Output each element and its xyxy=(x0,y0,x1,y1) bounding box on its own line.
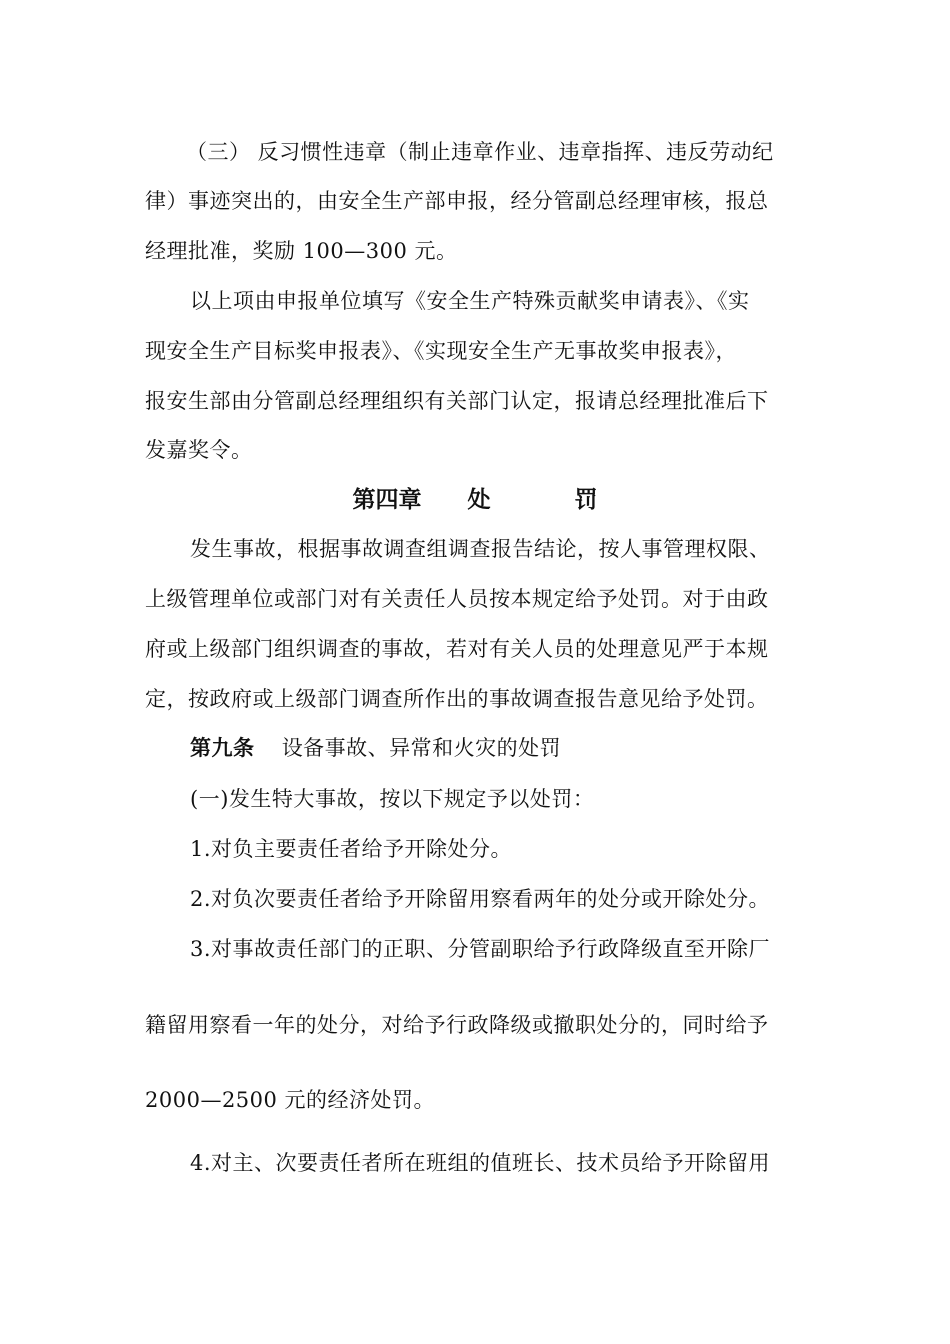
rule-3-line-2: 籍留用察看一年的处分，对给予行政降级或撤职处分的，同时给予 xyxy=(145,1013,769,1037)
rule-3-line-1: 3.对事故责任部门的正职、分管副职给予行政降级直至开除厂 xyxy=(190,937,771,961)
rule-2: 2.对负次要责任者给予开除留用察看两年的处分或开除处分。 xyxy=(190,887,771,911)
section-c-line-1: （三） 反习惯性违章（制止违章作业、违章指挥、违反劳动纪 xyxy=(186,140,774,164)
approval-line-3: 报安生部由分管副总经理组织有关部门认定，报请总经理批准后下 xyxy=(145,389,769,413)
intro-line-3: 府或上级部门组织调查的事故，若对有关人员的处理意见严于本规 xyxy=(145,637,769,661)
intro-line-4: 定，按政府或上级部门调查所作出的事故调查报告意见给予处罚。 xyxy=(145,687,769,711)
section-c-line-2: 律）事迹突出的，由安全生产部申报，经分管副总经理审核，报总 xyxy=(145,189,769,213)
chapter-title-part2: 罚 xyxy=(574,486,598,513)
chapter-heading xyxy=(0,486,950,514)
article-9-title: 设备事故、异常和火灾的处罚 xyxy=(281,736,562,760)
chapter-title-part1: 处 xyxy=(467,486,491,513)
intro-line-2: 上级管理单位或部门对有关责任人员按本规定给予处罚。对于由政 xyxy=(145,587,769,611)
article-9-number: 第九条 xyxy=(190,735,255,760)
rule-3-line-3: 2000—2500 元的经济处罚。 xyxy=(145,1088,436,1112)
approval-line-2: 现安全生产目标奖申报表》、《实现安全生产无事故奖申报表》， xyxy=(145,339,737,363)
item-1: (一)发生特大事故，按以下规定予以处罚： xyxy=(190,787,595,811)
chapter-number: 第四章 xyxy=(352,486,422,513)
rule-4: 4.对主、次要责任者所在班组的值班长、技术员给予开除留用 xyxy=(190,1151,771,1175)
approval-line-1: 以上项由申报单位填写《安全生产特殊贡献奖申请表》、《实 xyxy=(190,289,750,313)
approval-line-4: 发嘉奖令。 xyxy=(145,438,253,462)
article-9-heading xyxy=(190,735,561,761)
rule-1: 1.对负主要责任者给予开除处分。 xyxy=(190,837,513,861)
intro-line-1: 发生事故，根据事故调查组调查报告结论，按人事管理权限、 xyxy=(190,537,771,561)
section-c-line-3: 经理批准，奖励 100—300 元。 xyxy=(145,239,458,263)
